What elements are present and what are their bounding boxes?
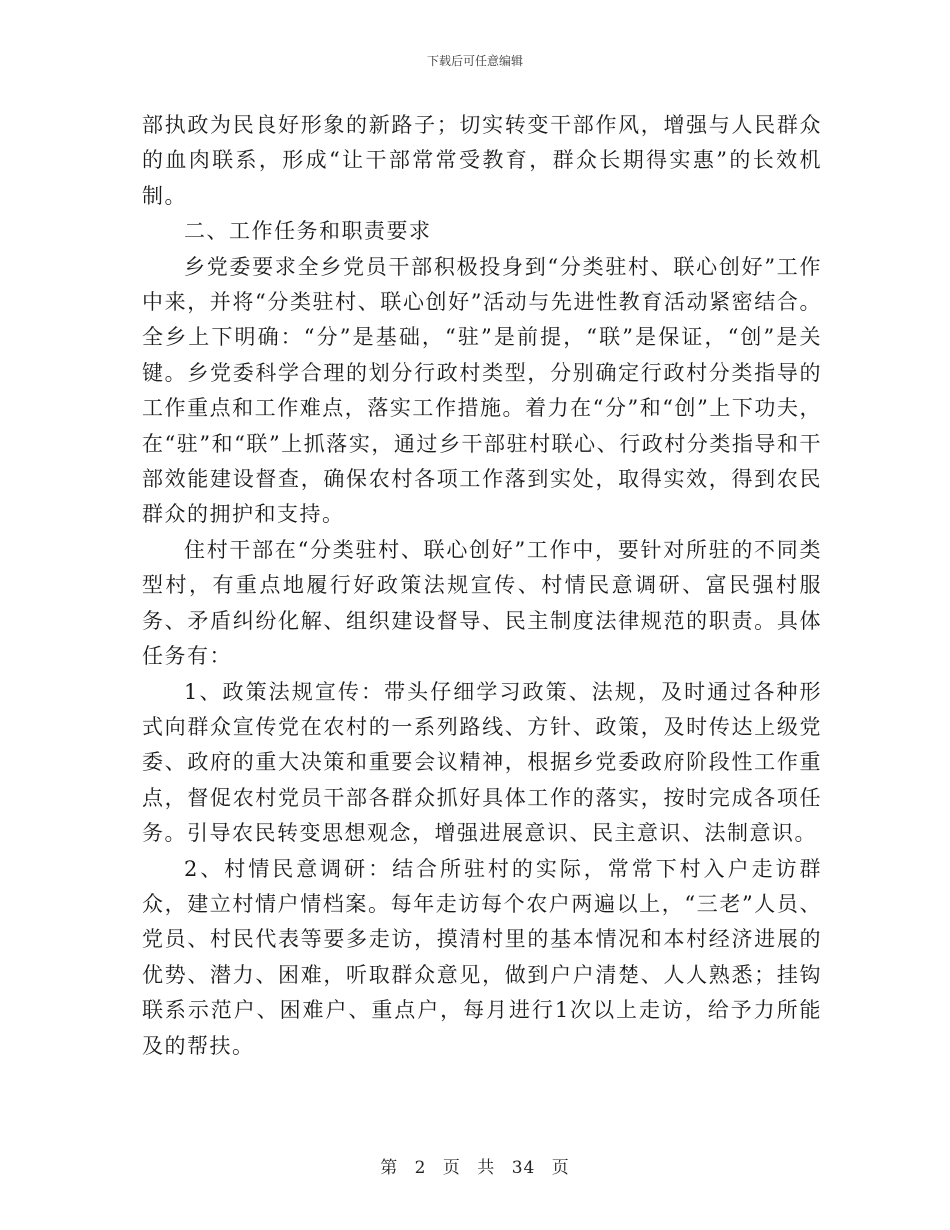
paragraph-5: 1、政策法规宣传：带头仔细学习政策、法规，及时通过各种形式向群众宣传党在农村的一系列路线、方针、政策，及时传达上级党委、政府的重大决策和重要会议精神，根据乡党委政府阶段性工作重点，督促农村党员干部各群众抓好具体工作的落实，按时完成各项任务。引导农民转变思想观念，增强进展意识、民主意识、法制意识。 <box>142 679 822 846</box>
page-footer <box>0 1153 950 1178</box>
footer-label-total: 共 <box>477 1158 496 1178</box>
paragraph-4: 住村干部在“分类驻村、联心创好”工作中，要针对所驻的不同类型村，有重点地履行好政策法规宣传、村情民意调研、富民强村服务、矛盾纠纷化解、组织建设督导、民主制度法律规范的职责。具体任务有： <box>142 537 822 669</box>
page-header: 下载后可任意编辑 <box>426 54 523 68</box>
footer-label-page: 第 <box>380 1158 399 1178</box>
section-heading: 二、工作任务和职责要求 <box>184 219 432 244</box>
document-body <box>142 108 822 1064</box>
paragraph-6: 2、村情民意调研：结合所驻村的实际，常常下村入户走访群众，建立村情户情档案。每年走访每个农户两遍以上，“三老”人员、党员、村民代表等要多走访，摸清村里的基本情况和本村经济进展的优势、潜力、困难，听取群众意见，做到户户清楚、人人熟悉；挂钩联系示范户、困难户、重点户，每月进行1次以上走访，给予力所能及的帮扶。 <box>142 856 822 1058</box>
footer-total-pages: 34 <box>511 1158 536 1178</box>
footer-label-total-unit: 页 <box>551 1158 570 1178</box>
footer-label-page-unit: 页 <box>442 1158 461 1178</box>
paragraph-1: 部执政为民良好形象的新路子；切实转变干部作风，增强与人民群众的血肉联系，形成“让干部常常受教育，群众长期得实惠”的长效机制。 <box>142 113 822 208</box>
paragraph-3: 乡党委要求全乡党员干部积极投身到“分类驻村、联心创好”工作中来，并将“分类驻村、联心创好”活动与先进性教育活动紧密结合。全乡上下明确：“分”是基础，“驻”是前提，“联”是保证，“创”是关键。乡党委科学合理的划分行政村类型，分别确定行政村分类指导的工作重点和工作难点，落实工作措施。着力在“分”和“创”上下功夫，在“驻”和“联”上抓落实，通过乡干部驻村联心、行政村分类指导和干部效能建设督查，确保农村各项工作落到实处，取得实效，得到农民群众的拥护和支持。 <box>142 254 822 527</box>
footer-page-number: 2 <box>414 1158 427 1178</box>
